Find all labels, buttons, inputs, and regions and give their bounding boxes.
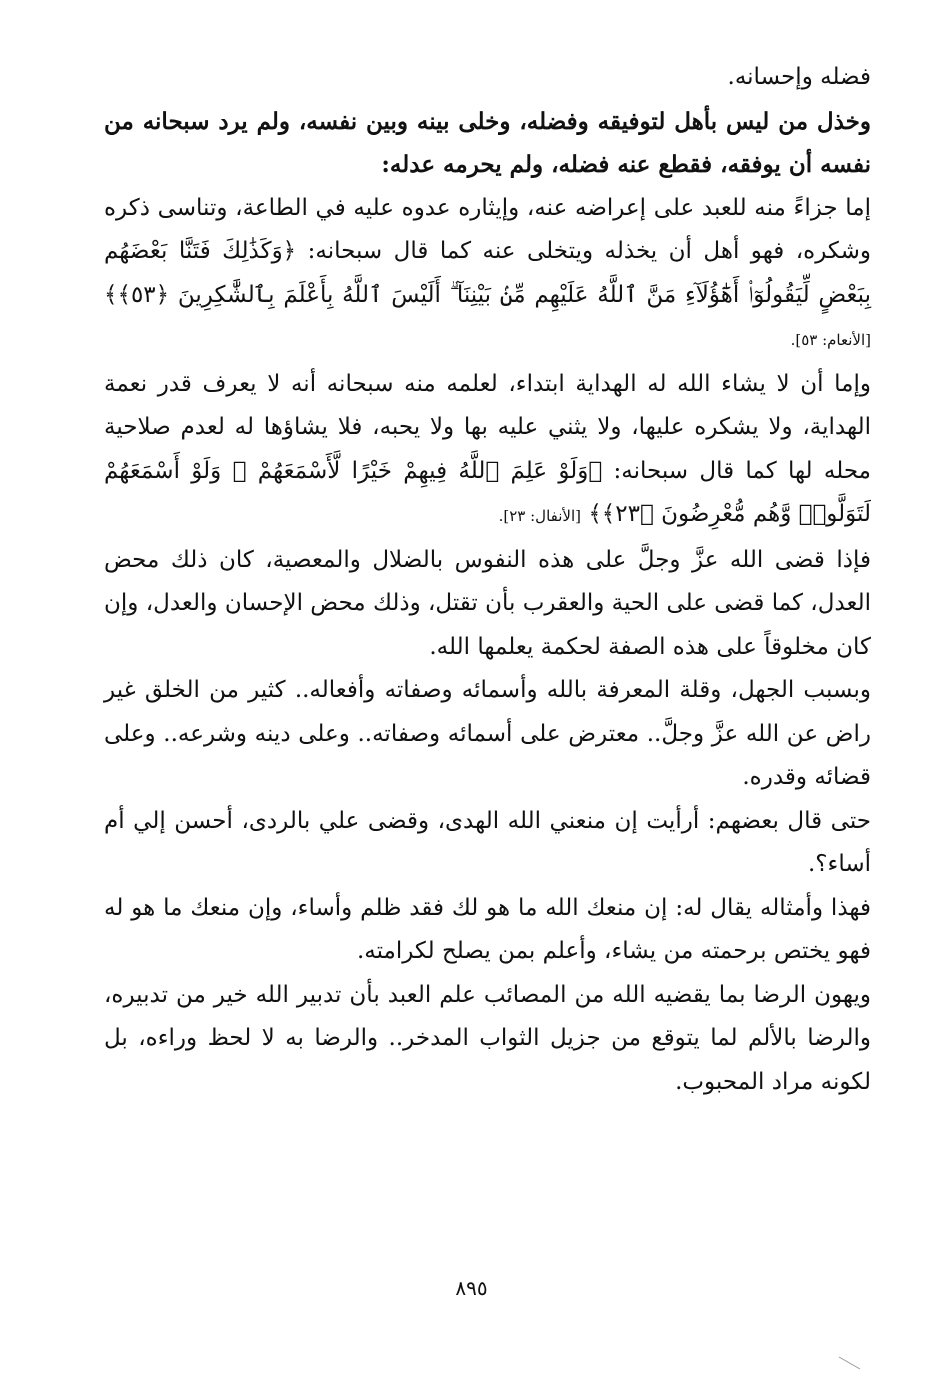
- quran-reference: [الأنفال: ٢٣].: [498, 507, 581, 525]
- paragraph-1: فضله وإحسانه.: [727, 64, 871, 90]
- body-text: [104, 56, 871, 1104]
- paragraph-4-text: وإما أن لا يشاء الله له الهداية ابتداء، لعلمه منه سبحانه أنه لا يعرف قدر نعمة الهداية، ولا يشكره عليها، ولا يثني عليه بها ولا يحبه، فلا يشاؤها له لعدم صلاحية محله لها كما قال سبحانه: ﴿وَلَوْ عَلِمَ ٱللَّهُ فِيهِمْ خَيْرًا لَّأَسْمَعَهُمْ ۖ وَلَوْ أَسْمَعَهُمْ لَتَوَلَّوا۟ وَّهُم مُّعْرِضُونَ ﴿٢٣﴾﴾: [104, 370, 871, 527]
- scan-mark: [838, 1356, 862, 1370]
- paragraph-3: [104, 187, 871, 363]
- paragraph-5: فإذا قضى الله عزَّ وجلَّ على هذه النفوس بالضلال والمعصية، كان ذلك محض العدل، كما قضى على الحية والعقرب بأن تقتل، وذلك محض الإحسان والعدل، وإن كان مخلوقاً على هذه الصفة لحكمة يعلمها الله.: [104, 546, 871, 660]
- paragraph-9: ويهون الرضا بما يقضيه الله من المصائب علم العبد بأن تدبير الله خير من تدبيره، والرضا بالألم لما يتوقع من جزيل الثواب المدخر.. والرضا به لا لحظ وراءه، بل لكونه مراد المحبوب.: [104, 981, 871, 1095]
- paragraph-6: وبسبب الجهل، وقلة المعرفة بالله وأسمائه وصفاته وأفعاله.. كثير من الخلق غير راض عن الله عزَّ وجلَّ.. معترض على أسمائه وصفاته.. وعلى دينه وشرعه.. وعلى قضائه وقدره.: [104, 677, 871, 790]
- paragraph-8: فهذا وأمثاله يقال له: إن منعك الله ما هو لك فقد ظلم وأساء، وإن منعك ما هو له فهو يختص برحمته من يشاء، وأعلم بمن يصلح لكرامته.: [104, 894, 871, 964]
- quran-reference: [الأنعام: ٥٣].: [790, 331, 871, 349]
- page-number: ٨٩٥: [455, 1276, 488, 1300]
- paragraph-2-bold: وخذل من ليس بأهل لتوفيقه وفضله، وخلى بينه وبين نفسه، ولم يرد سبحانه من نفسه أن يوفقه، فقطع عنه فضله، ولم يحرمه عدله:: [104, 107, 871, 178]
- paragraph-4: [104, 363, 871, 539]
- paragraph-3-text: إما جزاءً منه للعبد على إعراضه عنه، وإيثاره عدوه عليه في الطاعة، وتناسى ذكره وشكره، فهو أهل أن يخذله ويتخلى عنه كما قال سبحانه: ﴿وَكَذَٰلِكَ فَتَنَّا بَعْضَهُم بِبَعْضٍ لِّيَقُولُوٓا۟ أَهَٰٓؤُلَآءِ مَنَّ ٱللَّهُ عَلَيْهِم مِّنۢ بَيْنِنَآ ۗ أَلَيْسَ ٱللَّهُ بِأَعْلَمَ بِٱلشَّٰكِرِينَ ﴿٥٣﴾﴾: [104, 194, 871, 308]
- paragraph-7: حتى قال بعضهم: أرأيت إن منعني الله الهدى، وقضى علي بالردى، أحسن إلي أم أساء؟.: [104, 807, 871, 877]
